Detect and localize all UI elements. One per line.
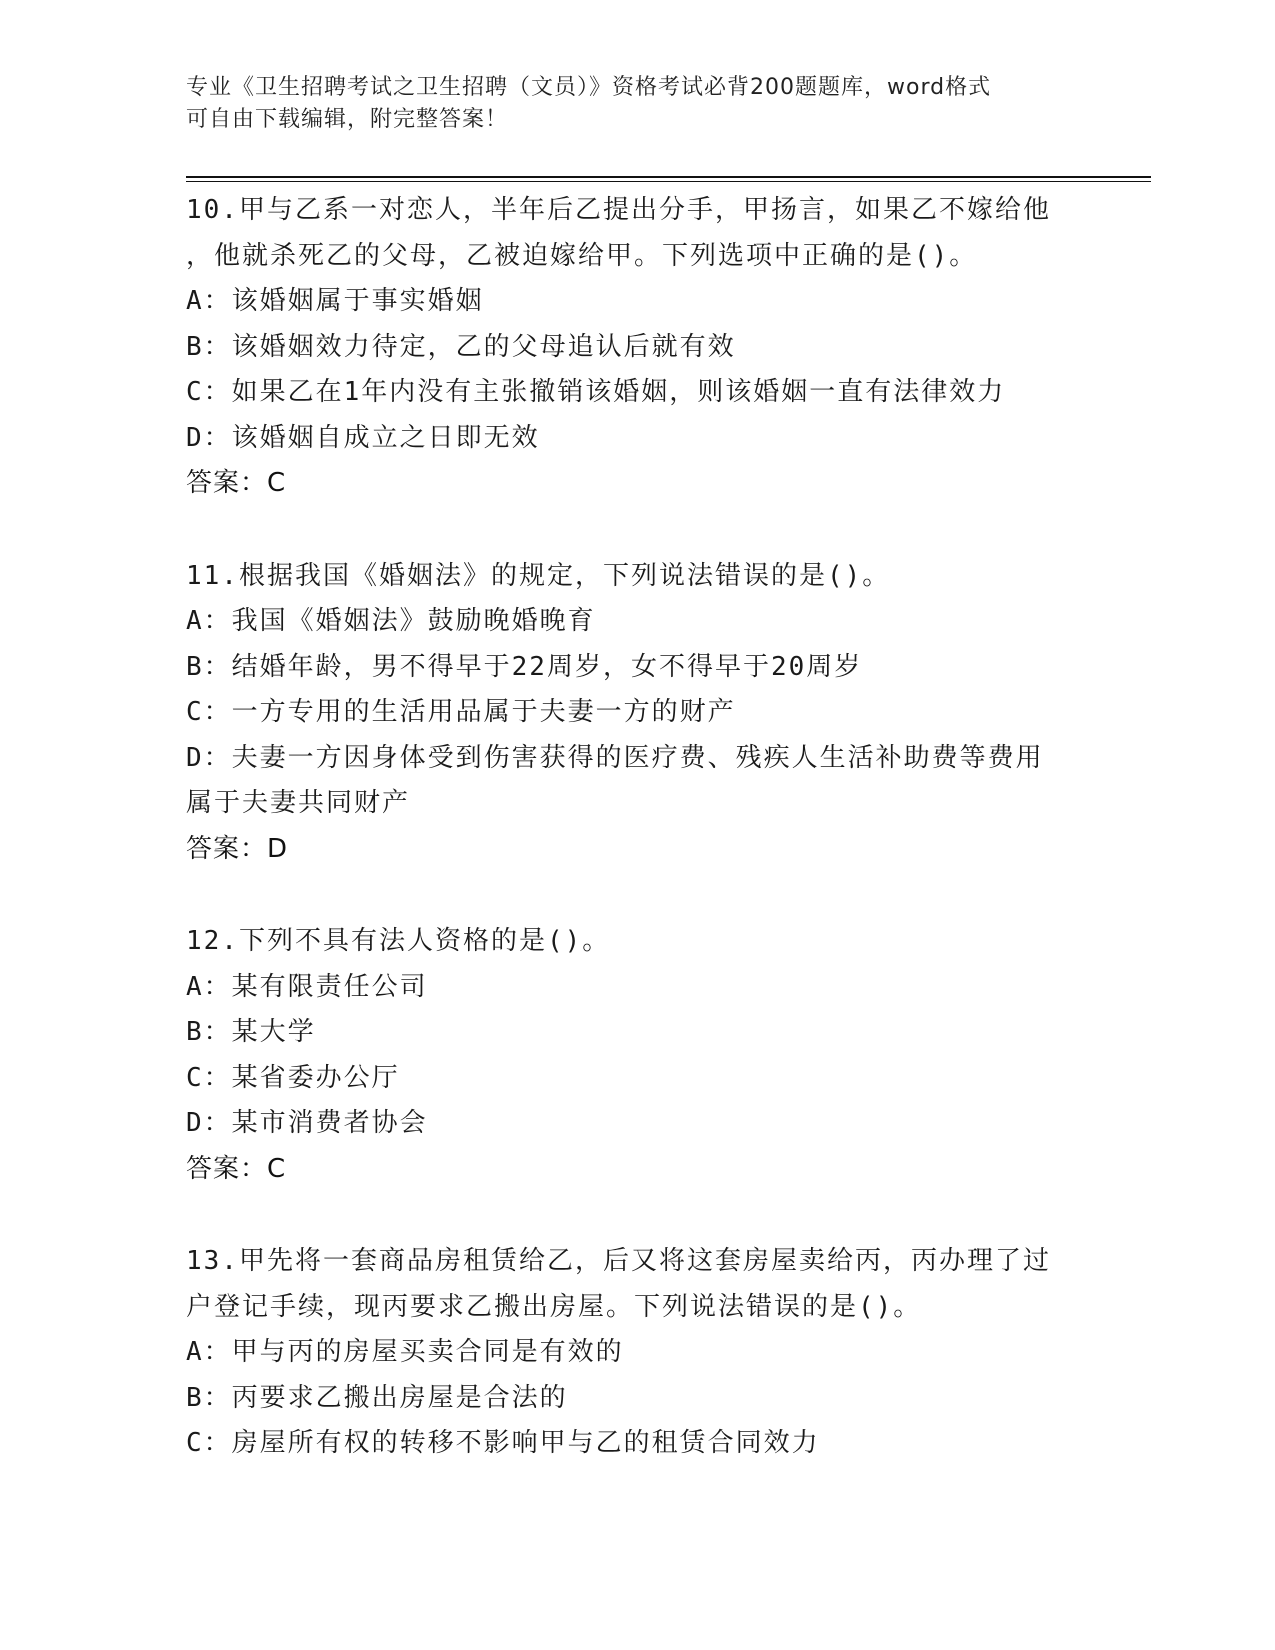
question-stem-line: 10.甲与乙系一对恋人，半年后乙提出分手，甲扬言，如果乙不嫁给他 bbox=[186, 195, 1051, 225]
header-line-1: 专业《卫生招聘考试之卫生招聘（文员）》资格考试必背200题题库，word格式 bbox=[186, 75, 992, 100]
answer-option: B：该婚姻效力待定，乙的父母追认后就有效 bbox=[186, 331, 736, 362]
answer-key: 答案：C bbox=[186, 468, 287, 498]
answer-option: D：该婚姻自成立之日即无效 bbox=[186, 422, 540, 453]
document-header bbox=[186, 72, 1066, 136]
answer-option: D：某市消费者协会 bbox=[186, 1108, 428, 1138]
answer-option: A：甲与丙的房屋买卖合同是有效的 bbox=[186, 1337, 624, 1367]
answer-option: C：如果乙在1年内没有主张撤销该婚姻，则该婚姻一直有法律效力 bbox=[186, 377, 1006, 407]
header-divider-thin bbox=[186, 181, 1151, 182]
question-stem-line: 11.根据我国《婚姻法》的规定，下列说法错误的是()。 bbox=[186, 560, 891, 591]
answer-option: A：该婚姻属于事实婚姻 bbox=[186, 286, 484, 316]
question-stem-line: 13.甲先将一套商品房租赁给乙，后又将这套房屋卖给丙，丙办理了过 bbox=[186, 1246, 1051, 1276]
answer-option: C：房屋所有权的转移不影响甲与乙的租赁合同效力 bbox=[186, 1428, 820, 1458]
header-divider-thick bbox=[186, 176, 1151, 178]
answer-option: 属于夫妻共同财产 bbox=[186, 788, 411, 818]
question-block bbox=[186, 1239, 1086, 1467]
answer-option: A：某有限责任公司 bbox=[186, 971, 428, 1002]
answer-key: 答案：C bbox=[186, 1153, 287, 1184]
answer-option: A：我国《婚姻法》鼓励晚婚晚育 bbox=[186, 606, 596, 636]
answer-option: B：结婚年龄，男不得早于22周岁，女不得早于20周岁 bbox=[186, 651, 863, 682]
header-line-2: 可自由下载编辑，附完整答案！ bbox=[186, 107, 509, 132]
question-spacer bbox=[186, 1192, 1086, 1239]
answer-option: B：丙要求乙搬出房屋是合法的 bbox=[186, 1382, 568, 1413]
question-list bbox=[186, 188, 1086, 1467]
question-stem-line: 12.下列不具有法人资格的是()。 bbox=[186, 926, 611, 956]
question-stem-line: ，他就杀死乙的父母，乙被迫嫁给甲。下列选项中正确的是()。 bbox=[186, 240, 978, 271]
question-block bbox=[186, 188, 1086, 507]
question-spacer bbox=[186, 872, 1086, 919]
answer-option: C：某省委办公厅 bbox=[186, 1062, 400, 1093]
question-stem-line: 户登记手续，现丙要求乙搬出房屋。下列说法错误的是()。 bbox=[186, 1291, 922, 1322]
answer-option: D：夫妻一方因身体受到伤害获得的医疗费、残疾人生活补助费等费用 bbox=[186, 742, 1044, 773]
question-spacer bbox=[186, 507, 1086, 554]
question-block bbox=[186, 554, 1086, 873]
answer-option: B：某大学 bbox=[186, 1017, 316, 1047]
question-block bbox=[186, 919, 1086, 1192]
answer-option: C：一方专用的生活用品属于夫妻一方的财产 bbox=[186, 697, 736, 727]
answer-key: 答案：D bbox=[186, 833, 289, 864]
